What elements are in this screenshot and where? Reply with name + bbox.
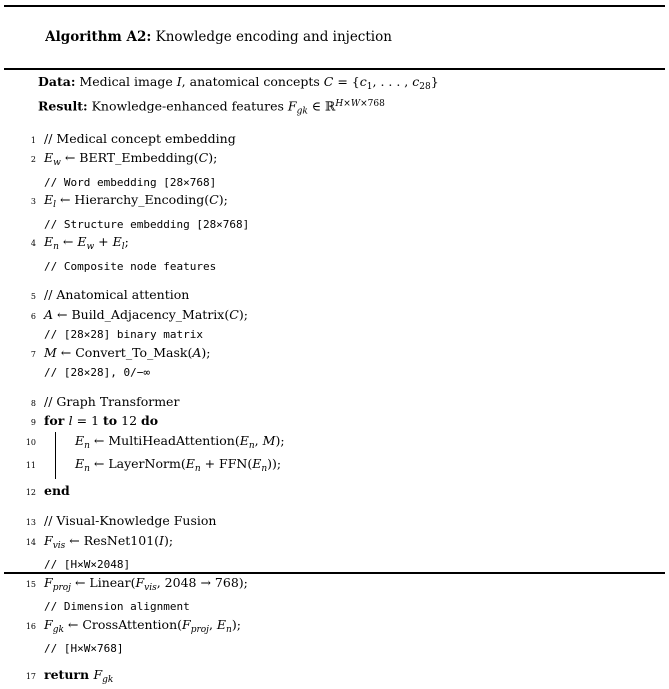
line-number: 15 [6,576,36,594]
line-number: 3 [6,193,36,211]
code-text: , 2048 → 768); [157,575,248,590]
line-content [44,363,150,382]
mono-comment-text: // Dimension alignment [44,600,190,613]
code-text: + FFN( [201,456,253,471]
mono-comment-text: // Composite node features [44,260,216,273]
code-text: ← ResNet101( [65,533,159,548]
code-text: gk [102,675,113,685]
line-content [44,616,241,640]
line-number: 10 [6,434,36,452]
code-text: return [44,667,93,682]
code-text: H [335,99,343,109]
code-text: do [141,413,158,428]
code-text: C [229,307,239,322]
code-text: l [69,413,73,428]
algo-comment-line [0,173,669,192]
mono-comment-text: // Structure embedding [28×768] [44,218,249,231]
code-text: ); [232,617,241,632]
line-content [44,393,179,411]
algo-line-9 [0,412,669,432]
code-text: Knowledge-enhanced features [88,98,288,113]
code-text: E [113,234,122,249]
line-number: 14 [6,534,36,552]
code-text: c [412,74,419,89]
code-text: n [249,441,255,451]
line-content [44,257,216,276]
line-content [44,191,228,215]
algo-line-16 [0,616,669,640]
code-text: ); [239,307,248,322]
algorithm-body [0,130,669,689]
line-number: 5 [6,288,36,306]
line-content [44,286,189,304]
code-text: F [44,617,53,632]
code-text: ← MultiHeadAttention( [90,433,240,448]
code-text: = 1 [73,413,103,428]
code-text: 28 [419,82,430,92]
code-text: c [360,74,367,89]
algo-line-14 [0,532,669,556]
code-text: F [44,575,53,590]
code-text: // Medical concept embedding [44,131,236,146]
line-number: 6 [6,308,36,326]
code-text: n [261,464,267,474]
code-text: C [324,74,334,89]
code-text: } [431,74,439,89]
code-text: E [240,433,249,448]
code-text: ← CrossAttention( [64,617,182,632]
line-number: 16 [6,618,36,636]
line-content [44,173,216,192]
code-text: proj [191,625,209,635]
code-text: ∈ ℝ [308,98,336,113]
code-text: E [252,456,261,471]
bottom-rule [4,572,665,574]
algorithm-name: Knowledge encoding and injection [151,29,392,45]
code-text: n [195,464,201,474]
algo-line-2 [0,149,669,173]
code-text: C [209,192,219,207]
code-text: W [351,99,360,109]
line-content [44,532,173,556]
line-number: 9 [6,414,36,432]
line-content [44,555,130,574]
line-number: 12 [6,484,36,502]
code-text: ); [201,345,210,360]
code-text: A [192,345,201,360]
code-text: ); [219,192,228,207]
code-text: , anatomical concepts [182,74,324,89]
code-text: E [44,192,53,207]
code-text: 1 [367,82,373,92]
code-text: end [44,483,70,498]
mono-comment-text: // [28×28], 0/−∞ [44,366,150,379]
code-text: l [53,200,56,210]
code-text: ); [208,150,217,165]
code-text: l [122,242,125,252]
line-content [44,574,248,598]
code-text: = { [333,74,359,89]
algo-line-7 [0,344,669,364]
algo-line-4 [0,233,669,257]
code-text: ); [164,533,173,548]
code-text: , [255,433,263,448]
line-number: 8 [6,395,36,413]
code-text: I [159,533,164,548]
algo-line-8 [0,393,669,413]
code-text: Medical image [75,74,176,89]
algo-line-10 [0,432,669,456]
code-text: C [199,150,209,165]
line-number: 4 [6,235,36,253]
code-text: ← LayerNorm( [90,456,186,471]
algo-comment-line [0,363,669,382]
line-content [44,482,70,500]
code-text: // Graph Transformer [44,394,179,409]
code-text: , [209,617,217,632]
mono-comment-text: // [28×28] binary matrix [44,328,203,341]
algo-comment-line [0,639,669,658]
algo-line-6 [0,306,669,326]
line-content [44,325,203,344]
algo-comment-line [0,325,669,344]
code-text: // Anatomical attention [44,287,189,302]
line-number: 17 [6,668,36,686]
algo-line-3 [0,191,669,215]
algo-comment-line [0,555,669,574]
algo-line-13 [0,512,669,532]
code-text: Result: [38,98,88,113]
line-content [44,233,129,257]
code-text: ← Hierarchy_Encoding( [56,192,209,207]
code-text: for [44,413,69,428]
line-content [44,306,248,324]
code-text: to [103,413,117,428]
algo-line-5 [0,286,669,306]
line-content [44,512,216,530]
code-text: w [53,158,61,168]
line-content [44,215,249,234]
code-text: gk [53,625,64,635]
line-content [55,432,285,456]
line-number: 1 [6,132,36,150]
line-content [44,597,190,616]
code-text: E [44,150,53,165]
code-text: E [217,617,226,632]
line-content [44,412,158,430]
line-content [44,130,236,148]
algo-line-11 [0,455,669,479]
code-text: E [77,234,86,249]
code-text: w [86,242,94,252]
code-text: n [84,464,90,474]
code-text: )); [267,456,281,471]
code-text: M [263,433,276,448]
line-content [44,639,123,658]
io-block [0,70,669,120]
mono-comment-text: // Word embedding [28×768] [44,176,216,189]
algo-line-15 [0,574,669,598]
code-text: A [44,307,53,322]
code-text: n [226,625,232,635]
code-text: F [182,617,191,632]
algorithm-title [0,7,669,68]
code-text: vis [53,541,66,551]
line-number: 13 [6,514,36,532]
code-text: ← Build_Adjacency_Matrix( [53,307,229,322]
mono-comment-text: // [H×W×2048] [44,558,130,571]
line-content [44,666,113,689]
code-text: vis [144,583,157,593]
algo-line-1 [0,130,669,150]
code-text: proj [53,583,71,593]
code-text: E [75,433,84,448]
code-text: F [288,98,297,113]
line-content [55,455,281,479]
code-text: ← [59,234,77,249]
algorithm-label: Algorithm A2: [45,29,151,45]
algo-comment-line [0,257,669,276]
code-text: F [44,533,53,548]
code-text: E [44,234,53,249]
code-text: ← Convert_To_Mask( [57,345,193,360]
line-content [44,149,217,173]
code-text: ← Linear( [71,575,135,590]
code-text: × [343,99,351,109]
code-text: n [84,441,90,451]
algo-line-17 [0,666,669,689]
code-text: Data: [38,74,75,89]
algo-comment-line [0,597,669,616]
algorithm-block [0,5,669,579]
code-text: F [93,667,102,682]
code-text: ; [125,234,129,249]
code-text: n [53,242,59,252]
code-text: I [177,74,182,89]
result-line [38,96,661,120]
code-text: , . . . , [373,74,413,89]
code-text: E [75,456,84,471]
line-number: 2 [6,151,36,169]
code-text: F [135,575,144,590]
code-text: ×768 [360,99,385,109]
line-content [44,344,210,362]
code-text: + [94,234,112,249]
code-text: ); [275,433,284,448]
code-text: ← BERT_Embedding( [61,150,199,165]
line-number: 7 [6,346,36,364]
code-text: M [44,345,57,360]
mono-comment-text: // [H×W×768] [44,642,123,655]
algo-line-12 [0,482,669,502]
code-text: E [186,456,195,471]
algo-comment-line [0,215,669,234]
data-line [38,74,661,96]
code-text: gk [297,106,308,116]
code-text: // Visual-Knowledge Fusion [44,513,216,528]
line-number: 11 [6,457,36,475]
code-text: 12 [117,413,141,428]
